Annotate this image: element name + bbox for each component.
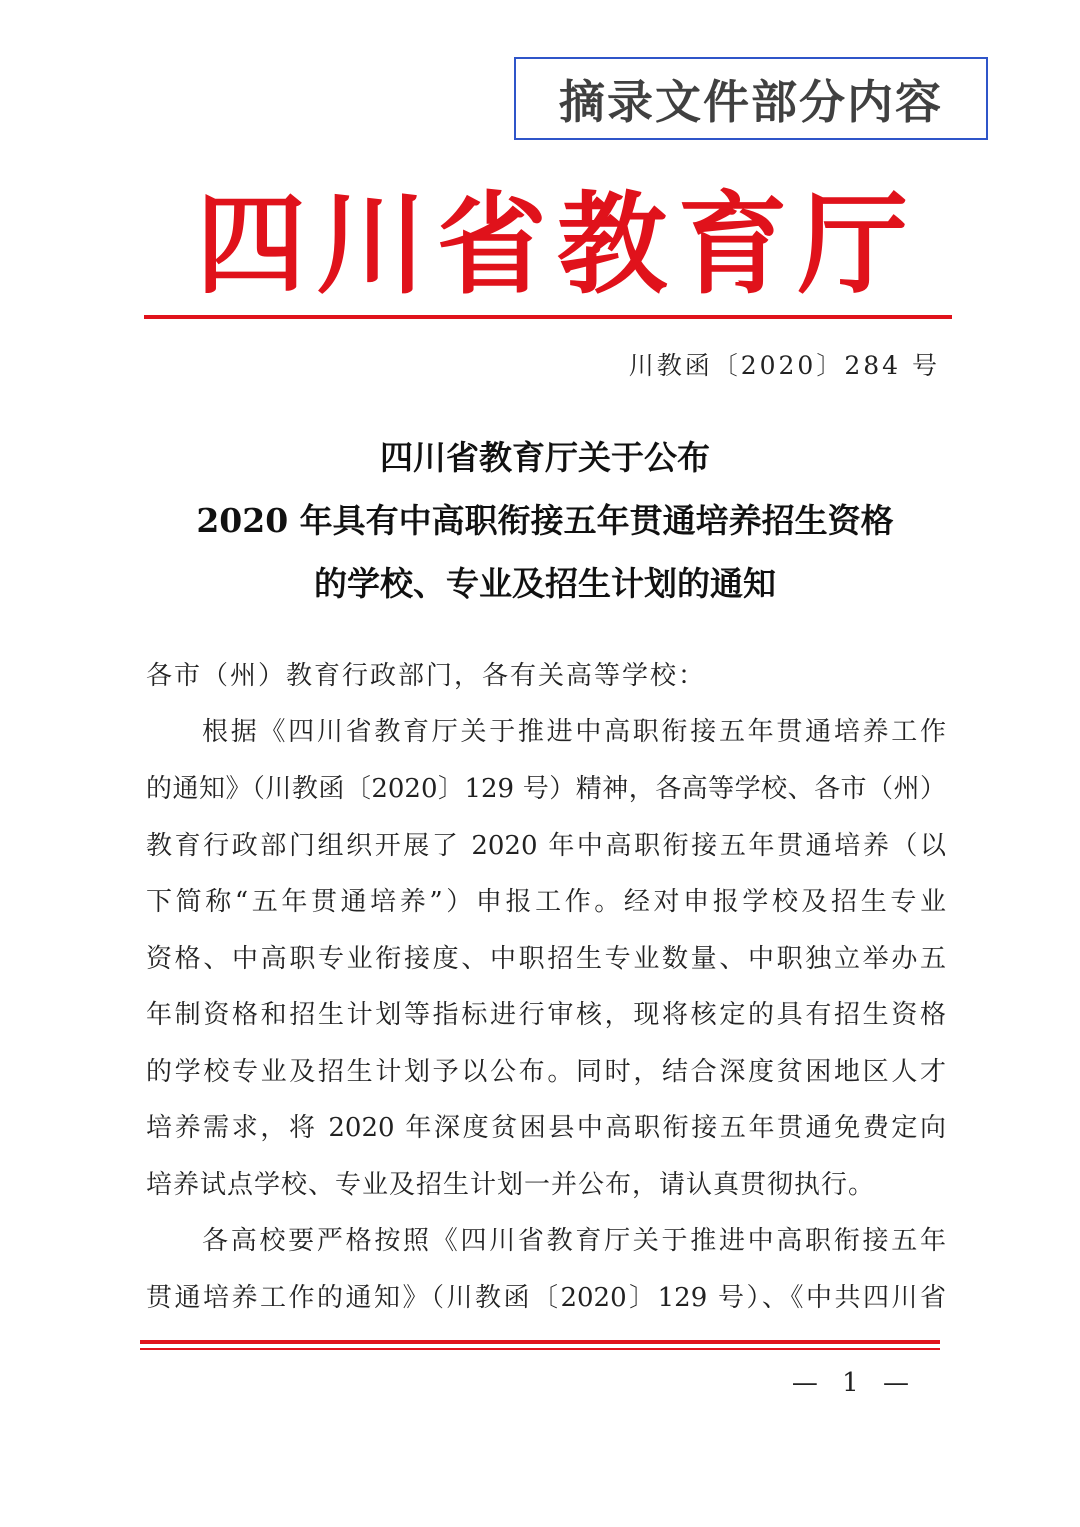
document-title-line: 四川省教育厅关于公布 — [380, 438, 710, 477]
masthead-char: 省 — [436, 181, 547, 309]
paragraph-line: 的学校专业及招生计划予以公布。同时，结合深度贫困地区人才 — [146, 1057, 946, 1087]
paragraph-line: 贯通培养工作的通知》（川教函〔2020〕129 号）、《中共四川省 — [146, 1283, 946, 1313]
salutation: 各市（州）教育行政部门，各有关高等学校： — [146, 661, 707, 691]
masthead-char: 四 — [196, 181, 306, 309]
masthead-char: 育 — [677, 181, 788, 309]
document-title-line: 2020 年具有中高职衔接五年贯通培养招生资格 — [196, 501, 894, 540]
masthead-char: 川 — [316, 181, 427, 309]
paragraph-line: 年制资格和招生计划等指标进行审核，现将核定的具有招生资格 — [146, 1000, 946, 1030]
document-title-line: 的学校、专业及招生计划的通知 — [314, 564, 776, 603]
excerpt-label-box: 摘录文件部分内容 — [514, 57, 988, 140]
paragraph-line: 各高校要严格按照《四川省教育厅关于推进中高职衔接五年 — [202, 1226, 946, 1256]
paragraph-line: 根据《四川省教育厅关于推进中高职衔接五年贯通培养工作 — [202, 717, 946, 747]
document-number: 川教函〔2020〕284 号 — [628, 351, 940, 380]
page-number: — 1 — — [791, 1368, 917, 1398]
masthead-char: 厅 — [797, 181, 908, 309]
paragraph-line: 下简称“五年贯通培养”）申报工作。经对申报学校及招生专业 — [146, 887, 946, 917]
footer-divider-top — [140, 1340, 940, 1344]
paragraph-line: 培养试点学校、专业及招生计划一并公布，请认真贯彻执行。 — [146, 1170, 876, 1200]
paragraph-line: 培养需求，将 2020 年深度贫困县中高职衔接五年贯通免费定向 — [146, 1113, 946, 1143]
paragraph-line: 的通知》（川教函〔2020〕129 号）精神，各高等学校、各市（州） — [146, 774, 946, 804]
masthead-title — [144, 180, 952, 310]
paragraph-line: 教育行政部门组织开展了 2020 年中高职衔接五年贯通培养（以 — [146, 831, 946, 861]
footer-divider-bottom — [140, 1348, 940, 1350]
masthead-divider — [144, 315, 952, 319]
masthead-char: 教 — [557, 181, 668, 309]
paragraph-line: 资格、中高职专业衔接度、中职招生专业数量、中职独立举办五 — [146, 944, 946, 974]
